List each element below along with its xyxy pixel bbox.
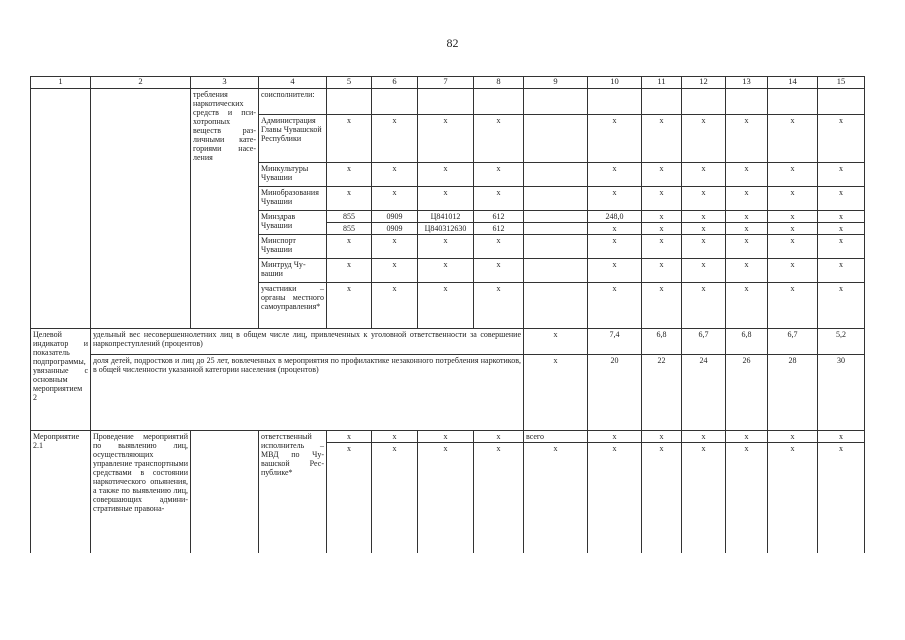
cell: x <box>372 443 418 553</box>
cell: x <box>588 431 642 443</box>
cell: x <box>682 115 726 163</box>
cell: x <box>474 431 524 443</box>
cell: Минспорт Чувашии <box>259 235 327 259</box>
cell: 6,8 <box>642 329 682 355</box>
col-number: 5 <box>327 77 372 89</box>
table-row <box>31 89 865 115</box>
cell: x <box>768 443 818 553</box>
cell: x <box>768 431 818 443</box>
event-executor: ответственный исполнитель – МВД по Чувашской Республике* <box>259 431 327 553</box>
cell: x <box>682 163 726 187</box>
cell: x <box>768 115 818 163</box>
cell: x <box>642 443 682 553</box>
table-row <box>31 355 865 431</box>
cell: x <box>726 259 768 283</box>
cell: x <box>642 223 682 235</box>
cell: 0909 <box>372 211 418 223</box>
cell: соисполнители: <box>259 89 327 115</box>
cell: x <box>418 259 474 283</box>
cell: x <box>768 259 818 283</box>
cell: x <box>474 235 524 259</box>
cell: x <box>768 163 818 187</box>
cell <box>524 223 588 235</box>
col-number: 9 <box>524 77 588 89</box>
cell: x <box>642 235 682 259</box>
cell: Ц841012 <box>418 211 474 223</box>
cell: x <box>588 283 642 329</box>
cell: x <box>768 223 818 235</box>
col-number: 4 <box>259 77 327 89</box>
col-number: 13 <box>726 77 768 89</box>
cell: участники – органы местного самоуправления* <box>259 283 327 329</box>
page-number: 82 <box>446 36 459 50</box>
cell: 0909 <box>372 223 418 235</box>
cell <box>524 211 588 223</box>
cell: x <box>642 187 682 211</box>
cell: x <box>682 259 726 283</box>
col-number: 15 <box>818 77 865 89</box>
cell: x <box>682 223 726 235</box>
cell <box>524 163 588 187</box>
cell: x <box>327 235 372 259</box>
cell: x <box>474 443 524 553</box>
cell: x <box>642 115 682 163</box>
cell: x <box>726 163 768 187</box>
cell: x <box>474 163 524 187</box>
cell <box>91 89 191 329</box>
cell: 24 <box>682 355 726 431</box>
cell: x <box>818 223 865 235</box>
cell: x <box>418 115 474 163</box>
cell: x <box>372 431 418 443</box>
cell: x <box>818 187 865 211</box>
cell: x <box>768 187 818 211</box>
cell: x <box>642 211 682 223</box>
col-number: 12 <box>682 77 726 89</box>
col-number: 10 <box>588 77 642 89</box>
cell: x <box>524 329 588 355</box>
col-number: 6 <box>372 77 418 89</box>
cell: x <box>642 163 682 187</box>
cell: x <box>768 235 818 259</box>
cell: x <box>327 259 372 283</box>
cell: 855 <box>327 211 372 223</box>
cell: 248,0 <box>588 211 642 223</box>
cell: x <box>327 431 372 443</box>
cell: x <box>372 283 418 329</box>
cell: 612 <box>474 211 524 223</box>
cell: x <box>682 187 726 211</box>
indicator-text: доля детей, подростков и лиц до 25 лет, вовлеченных в мероприятия по профилактике незаконного потребления наркотиков, в общей численности указанной категории населения (процентов) <box>91 355 524 431</box>
cell <box>191 431 259 553</box>
cell: x <box>818 431 865 443</box>
col-number: 7 <box>418 77 474 89</box>
cell: x <box>726 187 768 211</box>
cell: x <box>327 115 372 163</box>
col-number: 1 <box>31 77 91 89</box>
cell <box>524 283 588 329</box>
cell: x <box>327 163 372 187</box>
cell: x <box>588 443 642 553</box>
cell: x <box>372 235 418 259</box>
cell: 6,7 <box>768 329 818 355</box>
event-description: Проведение мероприятий по выявлению лиц, осуществляющих управление транспортными средствами в состоянии наркотического опьянения, а также по выявлению лиц, совершающих административные правона- <box>91 431 191 553</box>
cell: x <box>682 431 726 443</box>
cell: 855 <box>327 223 372 235</box>
cell: x <box>726 115 768 163</box>
cell: x <box>588 115 642 163</box>
cell: Ц840312630 <box>418 223 474 235</box>
table-row <box>31 329 865 355</box>
cell: 26 <box>726 355 768 431</box>
cell: 6,8 <box>726 329 768 355</box>
cell <box>524 115 588 163</box>
cell: x <box>418 163 474 187</box>
cell: x <box>327 187 372 211</box>
cell: x <box>418 431 474 443</box>
cell: x <box>682 443 726 553</box>
event-number: Мероприятие 2.1 <box>31 431 91 553</box>
cell: x <box>372 163 418 187</box>
cell: x <box>642 431 682 443</box>
col-number: 11 <box>642 77 682 89</box>
cell: 612 <box>474 223 524 235</box>
cell: x <box>588 259 642 283</box>
cell: всего <box>524 431 588 443</box>
cell: x <box>372 115 418 163</box>
cell: x <box>474 187 524 211</box>
target-label: Целевой индикатор и показатель подпрограммы, увязанные с основным мероприятием 2 <box>31 329 91 431</box>
cell: x <box>818 211 865 223</box>
cell: x <box>726 211 768 223</box>
cell: x <box>474 283 524 329</box>
cell: x <box>682 283 726 329</box>
cell: x <box>418 235 474 259</box>
cell: 28 <box>768 355 818 431</box>
cell: x <box>726 223 768 235</box>
col-number: 3 <box>191 77 259 89</box>
cell: x <box>418 187 474 211</box>
col-number: 2 <box>91 77 191 89</box>
cell: x <box>726 431 768 443</box>
cell: Минздрав Чувашии <box>259 211 327 235</box>
cell: 6,7 <box>682 329 726 355</box>
cell <box>524 235 588 259</box>
cell <box>524 187 588 211</box>
cell: 20 <box>588 355 642 431</box>
cell: x <box>524 443 588 553</box>
cell: Минтруд Чувашии <box>259 259 327 283</box>
cell: x <box>642 283 682 329</box>
cell: x <box>372 259 418 283</box>
cell: x <box>818 283 865 329</box>
cell: x <box>642 259 682 283</box>
cell: x <box>682 211 726 223</box>
cell: x <box>818 115 865 163</box>
cell: 30 <box>818 355 865 431</box>
cell <box>524 259 588 283</box>
column-number-row <box>31 77 865 89</box>
cell: x <box>588 223 642 235</box>
cell: x <box>818 259 865 283</box>
cell: 5,2 <box>818 329 865 355</box>
cell: x <box>418 283 474 329</box>
col-number: 14 <box>768 77 818 89</box>
cell: Администрация Главы Чувашской Республики <box>259 115 327 163</box>
cell: x <box>588 163 642 187</box>
cell: x <box>726 235 768 259</box>
cell: x <box>474 259 524 283</box>
cell: x <box>588 187 642 211</box>
cell: x <box>818 163 865 187</box>
cell: x <box>768 283 818 329</box>
cell: x <box>768 211 818 223</box>
cell: x <box>726 443 768 553</box>
cell: Минобразования Чувашии <box>259 187 327 211</box>
cell: x <box>418 443 474 553</box>
cell: 22 <box>642 355 682 431</box>
cell: x <box>726 283 768 329</box>
cell: x <box>818 443 865 553</box>
cell <box>31 89 91 329</box>
cell: Минкультуры Чувашии <box>259 163 327 187</box>
program-table <box>30 76 865 553</box>
cell: x <box>524 355 588 431</box>
col-number: 8 <box>474 77 524 89</box>
cell: x <box>474 115 524 163</box>
cell: x <box>372 187 418 211</box>
cell: 7,4 <box>588 329 642 355</box>
cell: x <box>588 235 642 259</box>
indicator-text: удельный вес несовершеннолетних лиц в общем числе лиц, привлеченных к уголовной ответственности за совершение наркопреступлений (процентов) <box>91 329 524 355</box>
cell: x <box>818 235 865 259</box>
table-row <box>31 431 865 443</box>
cell: x <box>327 443 372 553</box>
cell: x <box>682 235 726 259</box>
cell: требления наркотических средств и психотропных веществ различными категориями населения <box>191 89 259 329</box>
cell: x <box>327 283 372 329</box>
